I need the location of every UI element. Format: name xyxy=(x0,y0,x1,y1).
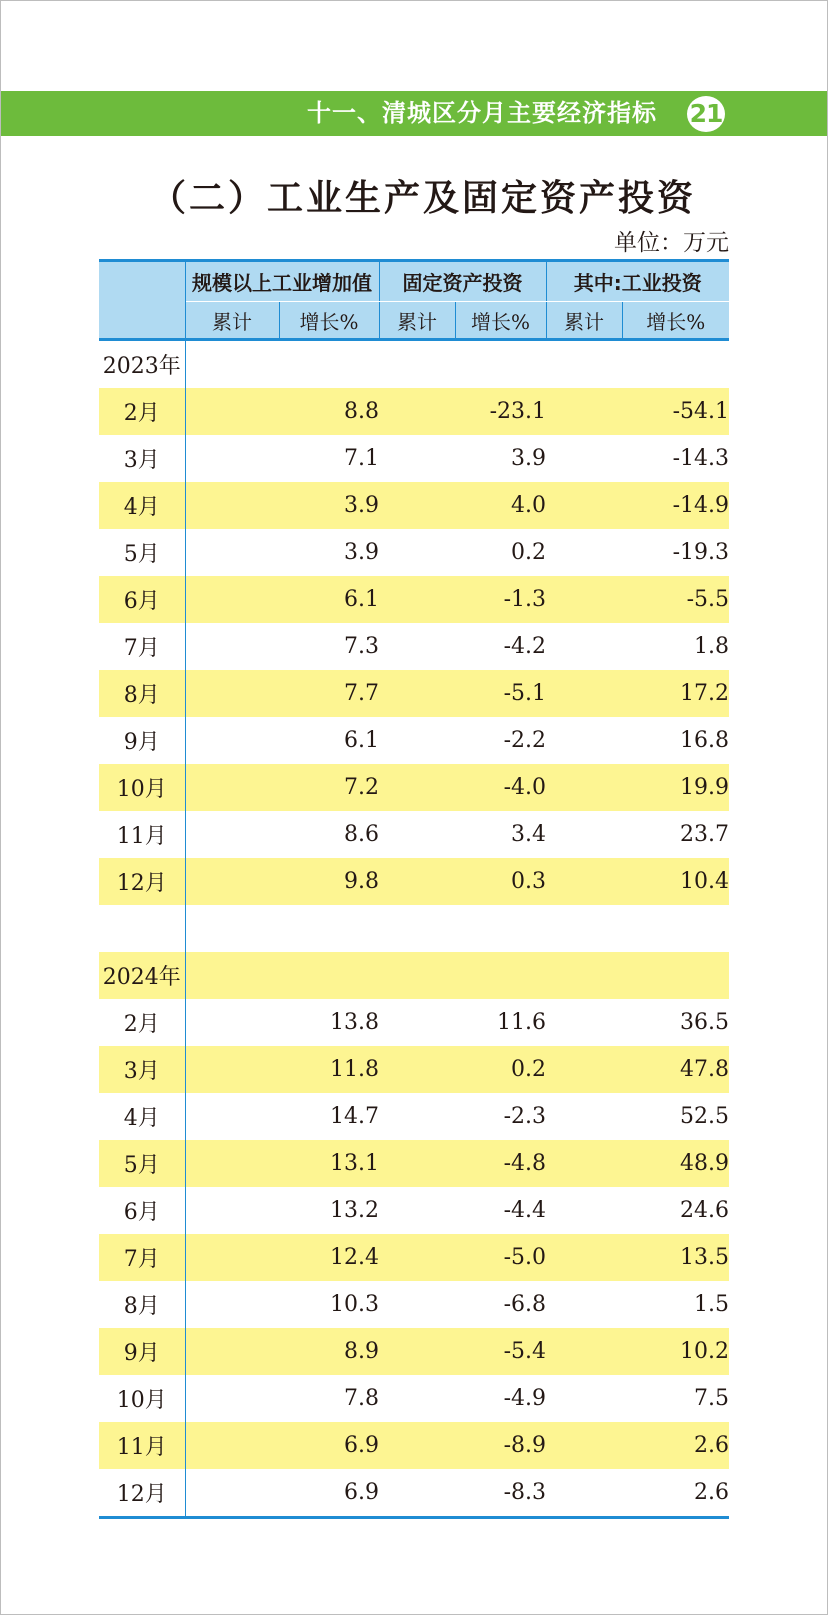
spacer-cell xyxy=(99,905,185,952)
table-row xyxy=(99,764,729,811)
table-row xyxy=(99,1328,729,1375)
cumulative-cell xyxy=(185,811,279,858)
fixed-asset-growth-cell: 0.3 xyxy=(455,858,546,905)
fixed-asset-growth-cell: -4.9 xyxy=(503,1386,546,1411)
industrial-growth-cell: 13.2 xyxy=(330,1198,379,1223)
month-label: 7月 xyxy=(99,623,185,670)
cumulative-cell xyxy=(185,1187,279,1234)
month-label: 4月 xyxy=(99,1093,185,1140)
year-row xyxy=(99,952,729,999)
industrial-investment-growth-cell: 52.5 xyxy=(680,1104,729,1129)
cumulative-cell xyxy=(379,670,455,717)
chapter-title: 十一、清城区分月主要经济指标 xyxy=(307,99,657,127)
cumulative-cell xyxy=(546,482,622,529)
cumulative-cell xyxy=(185,999,279,1046)
industrial-investment-growth-cell: 36.5 xyxy=(680,1010,729,1035)
cumulative-cell xyxy=(185,1328,279,1375)
cumulative-cell xyxy=(379,435,455,482)
cumulative-cell xyxy=(379,1422,455,1469)
cumulative-cell xyxy=(185,764,279,811)
year-row xyxy=(99,340,729,389)
industrial-investment-growth-cell: 23.7 xyxy=(680,822,729,847)
cumulative-cell xyxy=(379,388,455,435)
industrial-investment-growth-cell: 10.4 xyxy=(622,858,729,905)
cumulative-cell xyxy=(546,764,622,811)
header-group: 固定资产投资 xyxy=(379,261,546,302)
table-row xyxy=(99,717,729,764)
cumulative-cell xyxy=(185,435,279,482)
cumulative-cell xyxy=(185,1046,279,1093)
month-label: 6月 xyxy=(99,1187,185,1234)
cumulative-cell xyxy=(546,1281,622,1328)
industrial-growth-cell: 3.9 xyxy=(279,482,379,529)
cumulative-cell xyxy=(379,529,455,576)
industrial-investment-growth-cell: 48.9 xyxy=(622,1140,729,1187)
month-label: 8月 xyxy=(99,670,185,717)
industrial-growth-cell: 7.7 xyxy=(279,670,379,717)
spacer-cell xyxy=(185,905,729,952)
fixed-asset-growth-cell: -5.0 xyxy=(455,1234,546,1281)
month-label: 11月 xyxy=(99,811,185,858)
industrial-growth-cell: 6.1 xyxy=(279,576,379,623)
industrial-growth-cell: 12.4 xyxy=(279,1234,379,1281)
month-label: 6月 xyxy=(99,576,185,623)
month-label: 10月 xyxy=(99,1375,185,1422)
table-row xyxy=(99,1093,729,1140)
cumulative-cell xyxy=(185,623,279,670)
cumulative-cell xyxy=(546,999,622,1046)
cumulative-cell xyxy=(185,1234,279,1281)
subheader: 增长% xyxy=(455,302,546,340)
industrial-investment-growth-cell: -14.9 xyxy=(622,482,729,529)
cumulative-cell xyxy=(546,1328,622,1375)
fixed-asset-growth-cell: -2.2 xyxy=(503,728,546,753)
cumulative-cell xyxy=(185,1281,279,1328)
spacer-row xyxy=(99,905,729,952)
industrial-investment-growth-cell: -54.1 xyxy=(622,388,729,435)
cumulative-cell xyxy=(379,623,455,670)
year-row-fill xyxy=(185,952,729,999)
fixed-asset-growth-cell: -5.1 xyxy=(455,670,546,717)
fixed-asset-growth-cell: -8.3 xyxy=(455,1469,546,1518)
cumulative-cell xyxy=(379,1187,455,1234)
industrial-investment-growth-cell: 2.6 xyxy=(622,1422,729,1469)
year-label: 2023年 xyxy=(99,340,185,389)
cumulative-cell xyxy=(546,670,622,717)
fixed-asset-growth-cell: -4.4 xyxy=(503,1198,546,1223)
cumulative-cell xyxy=(546,388,622,435)
month-label: 8月 xyxy=(99,1281,185,1328)
cumulative-cell xyxy=(379,717,455,764)
table-row xyxy=(99,1422,729,1469)
year-label: 2024年 xyxy=(99,952,185,999)
table-row xyxy=(99,1234,729,1281)
fixed-asset-growth-cell: 11.6 xyxy=(497,1010,546,1035)
cumulative-cell xyxy=(379,858,455,905)
cumulative-cell xyxy=(546,1234,622,1281)
cumulative-cell xyxy=(546,1375,622,1422)
industrial-investment-growth-cell: -5.5 xyxy=(622,576,729,623)
cumulative-cell xyxy=(546,811,622,858)
cumulative-cell xyxy=(546,529,622,576)
industrial-investment-growth-cell: 19.9 xyxy=(622,764,729,811)
table-row xyxy=(99,623,729,670)
header-corner xyxy=(99,261,185,340)
cumulative-cell xyxy=(546,435,622,482)
table-row xyxy=(99,999,729,1046)
industrial-investment-growth-cell: 2.6 xyxy=(622,1469,729,1518)
cumulative-cell xyxy=(185,1140,279,1187)
industrial-growth-cell: 7.1 xyxy=(344,446,379,471)
cumulative-cell xyxy=(185,1093,279,1140)
industrial-investment-growth-cell: 10.2 xyxy=(622,1328,729,1375)
table-row xyxy=(99,811,729,858)
month-label: 12月 xyxy=(99,1469,185,1518)
cumulative-cell xyxy=(546,576,622,623)
unit-label: 单位：万元 xyxy=(614,230,729,256)
month-label: 4月 xyxy=(99,482,185,529)
month-label: 9月 xyxy=(99,1328,185,1375)
page-number-badge: 21 xyxy=(687,96,725,132)
cumulative-cell xyxy=(185,482,279,529)
cumulative-cell xyxy=(379,1469,455,1518)
table-row xyxy=(99,576,729,623)
cumulative-cell xyxy=(379,482,455,529)
fixed-asset-growth-cell: -23.1 xyxy=(455,388,546,435)
cumulative-cell xyxy=(379,811,455,858)
industrial-investment-growth-cell: 17.2 xyxy=(622,670,729,717)
fixed-asset-growth-cell: 4.0 xyxy=(455,482,546,529)
industrial-growth-cell: 6.1 xyxy=(344,728,379,753)
header-row-subheaders xyxy=(99,302,729,340)
cumulative-cell xyxy=(185,529,279,576)
table-row xyxy=(99,529,729,576)
industrial-growth-cell: 13.1 xyxy=(279,1140,379,1187)
industrial-investment-growth-cell: 1.5 xyxy=(694,1292,729,1317)
fixed-asset-growth-cell: -1.3 xyxy=(455,576,546,623)
industrial-growth-cell: 11.8 xyxy=(279,1046,379,1093)
cumulative-cell xyxy=(379,764,455,811)
section-title: （二）工业生产及固定资产投资 xyxy=(150,178,697,219)
cumulative-cell xyxy=(379,1375,455,1422)
table-row xyxy=(99,435,729,482)
subheader: 累计 xyxy=(185,302,279,340)
month-label: 3月 xyxy=(99,1046,185,1093)
industrial-investment-growth-cell: 47.8 xyxy=(622,1046,729,1093)
cumulative-cell xyxy=(379,1046,455,1093)
subheader: 累计 xyxy=(379,302,455,340)
industrial-growth-cell: 6.9 xyxy=(279,1422,379,1469)
subheader: 增长% xyxy=(279,302,379,340)
subheader: 增长% xyxy=(622,302,729,340)
table-row xyxy=(99,388,729,435)
industrial-growth-cell: 7.8 xyxy=(344,1386,379,1411)
cumulative-cell xyxy=(379,1140,455,1187)
industrial-growth-cell: 9.8 xyxy=(279,858,379,905)
table-row xyxy=(99,1046,729,1093)
header-row-groups xyxy=(99,261,729,302)
cumulative-cell xyxy=(185,717,279,764)
subheader: 累计 xyxy=(546,302,622,340)
industrial-investment-growth-cell: -14.3 xyxy=(672,446,729,471)
month-label: 5月 xyxy=(99,1140,185,1187)
industrial-investment-growth-cell: 7.5 xyxy=(694,1386,729,1411)
cumulative-cell xyxy=(379,1328,455,1375)
cumulative-cell xyxy=(546,717,622,764)
month-label: 12月 xyxy=(99,858,185,905)
table-row xyxy=(99,1375,729,1422)
table-row xyxy=(99,1281,729,1328)
industrial-growth-cell: 7.3 xyxy=(344,634,379,659)
cumulative-cell xyxy=(546,1093,622,1140)
industrial-growth-cell: 6.9 xyxy=(279,1469,379,1518)
cumulative-cell xyxy=(379,1281,455,1328)
month-label: 7月 xyxy=(99,1234,185,1281)
fixed-asset-growth-cell: -4.0 xyxy=(455,764,546,811)
month-label: 11月 xyxy=(99,1422,185,1469)
cumulative-cell xyxy=(185,388,279,435)
industrial-growth-cell: 8.8 xyxy=(279,388,379,435)
fixed-asset-growth-cell: -4.8 xyxy=(455,1140,546,1187)
industrial-growth-cell: 13.8 xyxy=(330,1010,379,1035)
industrial-growth-cell: 10.3 xyxy=(330,1292,379,1317)
cumulative-cell xyxy=(379,1093,455,1140)
fixed-asset-growth-cell: -4.2 xyxy=(503,634,546,659)
cumulative-cell xyxy=(379,1234,455,1281)
table-row xyxy=(99,858,729,905)
month-label: 10月 xyxy=(99,764,185,811)
cumulative-cell xyxy=(379,576,455,623)
industrial-growth-cell: 7.2 xyxy=(279,764,379,811)
table-body xyxy=(99,340,729,1518)
month-label: 9月 xyxy=(99,717,185,764)
fixed-asset-growth-cell: -8.9 xyxy=(455,1422,546,1469)
data-table xyxy=(99,259,729,1519)
industrial-investment-growth-cell: 24.6 xyxy=(680,1198,729,1223)
cumulative-cell xyxy=(185,576,279,623)
table-row xyxy=(99,1140,729,1187)
table-row xyxy=(99,1469,729,1518)
cumulative-cell xyxy=(546,1140,622,1187)
fixed-asset-growth-cell: -6.8 xyxy=(503,1292,546,1317)
industrial-investment-growth-cell: 16.8 xyxy=(680,728,729,753)
fixed-asset-growth-cell: -2.3 xyxy=(503,1104,546,1129)
table-row xyxy=(99,1187,729,1234)
industrial-growth-cell: 8.6 xyxy=(344,822,379,847)
cumulative-cell xyxy=(185,1422,279,1469)
month-label: 3月 xyxy=(99,435,185,482)
header-group: 其中:工业投资 xyxy=(546,261,729,302)
year-row-fill xyxy=(185,340,729,389)
month-label: 2月 xyxy=(99,388,185,435)
month-label: 2月 xyxy=(99,999,185,1046)
fixed-asset-growth-cell: 3.9 xyxy=(511,446,546,471)
fixed-asset-growth-cell: 0.2 xyxy=(455,1046,546,1093)
fixed-asset-growth-cell: 0.2 xyxy=(511,540,546,565)
cumulative-cell xyxy=(546,1422,622,1469)
cumulative-cell xyxy=(546,623,622,670)
table-row xyxy=(99,670,729,717)
cumulative-cell xyxy=(185,1375,279,1422)
industrial-growth-cell: 3.9 xyxy=(344,540,379,565)
fixed-asset-growth-cell: -5.4 xyxy=(455,1328,546,1375)
industrial-growth-cell: 8.9 xyxy=(279,1328,379,1375)
cumulative-cell xyxy=(185,670,279,717)
industrial-investment-growth-cell: -19.3 xyxy=(672,540,729,565)
cumulative-cell xyxy=(546,858,622,905)
table-row xyxy=(99,482,729,529)
industrial-growth-cell: 14.7 xyxy=(330,1104,379,1129)
header-group: 规模以上工业增加值 xyxy=(185,261,379,302)
cumulative-cell xyxy=(546,1046,622,1093)
cumulative-cell xyxy=(185,1469,279,1518)
cumulative-cell xyxy=(379,999,455,1046)
month-label: 5月 xyxy=(99,529,185,576)
cumulative-cell xyxy=(546,1187,622,1234)
fixed-asset-growth-cell: 3.4 xyxy=(511,822,546,847)
industrial-investment-growth-cell: 13.5 xyxy=(622,1234,729,1281)
cumulative-cell xyxy=(185,858,279,905)
industrial-investment-growth-cell: 1.8 xyxy=(694,634,729,659)
cumulative-cell xyxy=(546,1469,622,1518)
